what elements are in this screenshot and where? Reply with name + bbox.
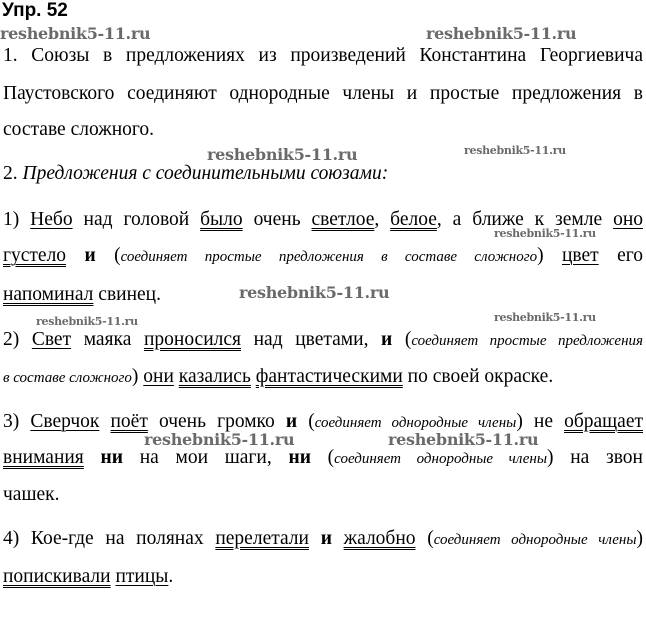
conjunction-note: соединяет простые предложения в составе сложного [120,249,538,265]
predicate: светлое [311,209,375,230]
predicate: перелетали [215,528,309,549]
predicate: было [200,209,243,230]
conjunction: и [320,528,332,549]
predicate: обращает [564,411,644,432]
conjunction-note: соединяет однородные члены [433,532,637,548]
sentence-1-line-2: густело и (соединяет простые предложения в составе сложного) цвет его [3,245,643,266]
sentence-3-line-2: внимания ни на мои шаги, ни (соединяет однородные члены) на звон [3,447,643,468]
sentence-3-line-1: 3) Сверчок поёт очень громко и (соединяет однородные члены) не обращает [3,411,644,432]
conjunction-note: соединяет однородные члены [314,415,517,431]
conjunction: и [84,245,96,266]
conjunction-note: соединяет однородные члены [334,451,548,467]
paragraph-1-line-1: 1. Союзы в предложениях из произведений Константина Георгиевича [3,45,643,66]
watermark: reshebnik5-11.ru [144,430,295,449]
sentence-4-line-2: попискивали птицы. [3,566,174,587]
watermark: reshebnik5-11.ru [36,315,138,328]
watermark: reshebnik5-11.ru [464,144,566,157]
paragraph-1-line-2: Паустовского соединяют однородные члены и простые предложения в [3,83,643,104]
exercise-title: Упр. 52 [2,0,68,21]
subject: Свет [31,329,72,350]
sentence-1-line-1: 1) Небо над головой было очень светлое, белое, а ближе к земле оно [3,209,643,230]
predicate: фантастическими [255,366,403,387]
predicate: напоминал [3,284,94,305]
sentence-4-line-1: 4) Кое-где на полянах перелетали и жалобно (соединяет однородные члены) [3,528,644,549]
conjunction-note: в составе сложного [3,370,132,386]
paragraph-1-line-3: составе сложного. [3,119,155,140]
predicate: жалобно [343,528,416,549]
predicate: белое [390,209,437,230]
sentence-1-line-3: напоминал свинец. [3,284,161,305]
predicate: густело [3,245,67,266]
watermark: reshebnik5-11.ru [239,283,390,302]
predicate: проносился [143,329,242,350]
watermark: reshebnik5-11.ru [207,145,358,164]
watermark: reshebnik5-11.ru [388,430,539,449]
conjunction: и [285,411,298,432]
subject: они [143,366,174,387]
predicate: попискивали [3,566,111,587]
predicate: казались [178,366,251,387]
subject: Небо [30,209,73,230]
predicate: поёт [110,411,148,432]
watermark: reshebnik5-11.ru [494,311,596,324]
sentence-2-line-2: в составе сложного) они казались фантастическими по своей окраске. [3,366,554,387]
watermark: reshebnik5-11.ru [426,24,577,43]
conjunction: ни [288,447,311,468]
predicate: внимания [3,447,84,468]
subject: цвет [561,245,599,266]
watermark: reshebnik5-11.ru [494,227,596,240]
subject: Сверчок [30,411,100,432]
conjunction-note: соединяет простые предложения [411,333,643,349]
paragraph-2-heading: 2. Предложения с соединительными союзами: [3,163,389,184]
subject: птицы [115,566,169,587]
sentence-2-line-1: 2) Свет маяка проносился над цветами, и (соединяет простые предложения [3,329,643,350]
sentence-3-line-3: чашек. [3,484,60,505]
conjunction: ни [100,447,123,468]
watermark: reshebnik5-11.ru [0,24,151,43]
conjunction: и [381,329,393,350]
subject: оно [613,209,643,230]
